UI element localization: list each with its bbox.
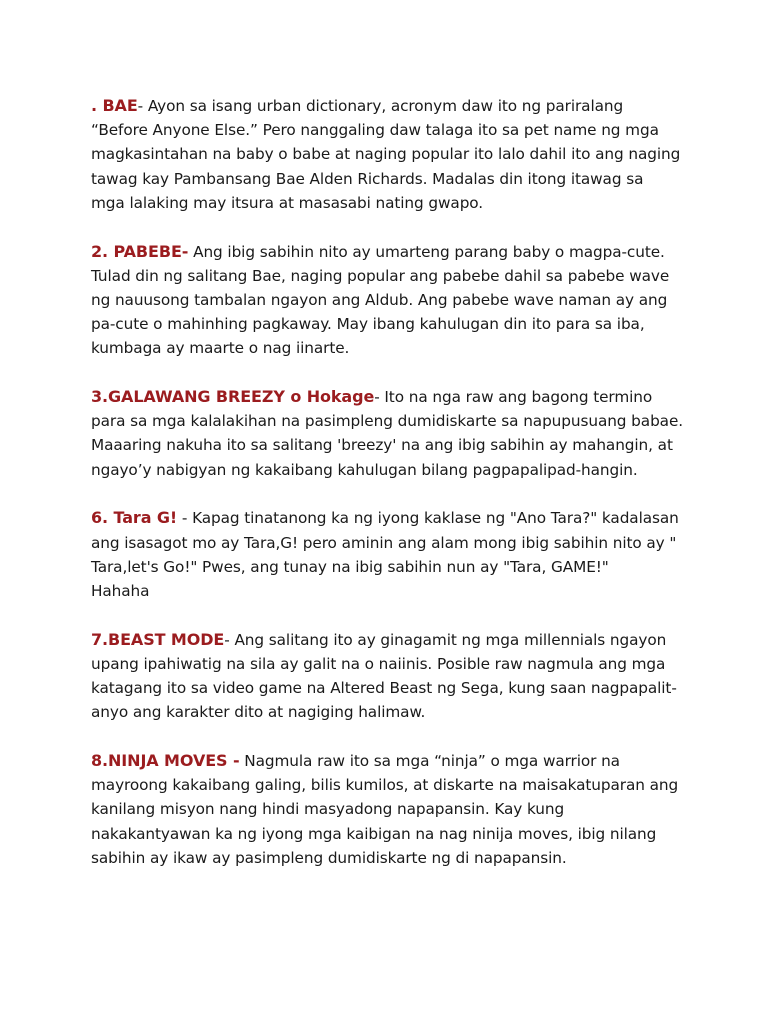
entry-line: mayroong kakaibang galing, bilis kumilos, at diskarte na maisakatuparan ang (91, 776, 679, 795)
entry-text: - Kapag tinatanong ka ng iyong kaklase ng "Ano Tara?" kadalasan (177, 509, 679, 528)
entry-line: Tulad din ng salitang Bae, naging popular ang pabebe dahil sa pabebe wave (91, 266, 670, 285)
entry-ninja-moves (91, 749, 693, 870)
entry-beast-mode (91, 628, 693, 725)
entry-line: anyo ang karakter dito at nagiging halimaw. (91, 703, 426, 722)
entry-line: magkasintahan na baby o babe at naging popular ito lalo dahil ito ang naging (91, 145, 681, 164)
entry-first-line (91, 94, 693, 118)
entry-line: katagang ito sa video game na Altered Beast ng Sega, kung saan nagpapalit- (91, 679, 677, 698)
entry-line: ng nauusong tambalan ngayon ang Aldub. Ang pabebe wave naman ay ang (91, 290, 668, 309)
entry-text: Ang ibig sabihin nito ay umarteng parang baby o magpa-cute. (188, 242, 665, 261)
entry-term: 8.NINJA MOVES - (91, 750, 240, 770)
entry-line: kanilang misyon nang hindi masyadong napapansin. Kay kung (91, 800, 565, 819)
entry-first-line (91, 240, 693, 264)
entry-line: para sa mga kalalakihan na pasimpleng dumidiskarte sa napupusuang babae. (91, 412, 684, 431)
entry-first-line (91, 506, 693, 530)
entry-line: nakakantyawan ka ng iyong mga kaibigan na nag ninija moves, ibig nilang (91, 824, 657, 843)
entry-first-line (91, 749, 693, 773)
entry-line: sabihin ay ikaw ay pasimpleng dumidiskarte ng di napapansin. (91, 848, 567, 867)
entry-tara-g (91, 506, 693, 603)
entry-text: Nagmula raw ito sa mga “ninja” o mga warrior na (239, 751, 620, 770)
entry-line: Maaaring nakuha ito sa salitang 'breezy' na ang ibig sabihin ay mahangin, at (91, 436, 673, 455)
entry-first-line (91, 628, 693, 652)
entry-line: Hahaha (91, 581, 150, 600)
entry-line: ang isasagot mo ay Tara,G! pero aminin ang alam mong ibig sabihin nito ay " (91, 533, 677, 552)
entry-galawang-breezy (91, 385, 693, 482)
entry-term: 7.BEAST MODE (91, 629, 225, 649)
entry-text: - Ang salitang ito ay ginagamit ng mga millennials ngayon (224, 630, 667, 649)
entry-line: upang ipahiwatig na sila ay galit na o naiinis. Posible raw nagmula ang mga (91, 654, 666, 673)
entry-pabebe (91, 240, 693, 361)
entry-term: 3.GALAWANG BREEZY o Hokage (91, 387, 375, 407)
document-page (91, 94, 693, 894)
entry-line: ngayo’y nabigyan ng kakaibang kahulugan bilang pagpapalipad-hangin. (91, 460, 638, 479)
entry-term: . BAE (91, 96, 138, 115)
entry-line: “Before Anyone Else.” Pero nanggaling daw talaga ito sa pet name ng mga (91, 121, 659, 140)
entry-line: tawag kay Pambansang Bae Alden Richards. Madalas din itong itawag sa (91, 169, 644, 188)
entry-line: Tara,let's Go!" Pwes, ang tunay na ibig sabihin nun ay "Tara, GAME!" (91, 557, 609, 576)
entry-line: pa-cute o mahinhing pagkaway. May ibang kahulugan din ito para sa iba, (91, 315, 645, 334)
entry-line: mga lalaking may itsura at masasabi nating gwapo. (91, 193, 484, 212)
entry-text: - Ayon sa isang urban dictionary, acronym daw ito ng pariralang (137, 97, 624, 115)
entry-text: - Ito na nga raw ang bagong termino (374, 388, 653, 407)
entry-term: 6. Tara G! (91, 508, 178, 528)
entry-bae (91, 94, 693, 215)
entry-line: kumbaga ay maarte o nag iinarte. (91, 339, 350, 358)
entry-term: 2. PABEBE- (91, 241, 189, 261)
entry-first-line (91, 385, 693, 409)
